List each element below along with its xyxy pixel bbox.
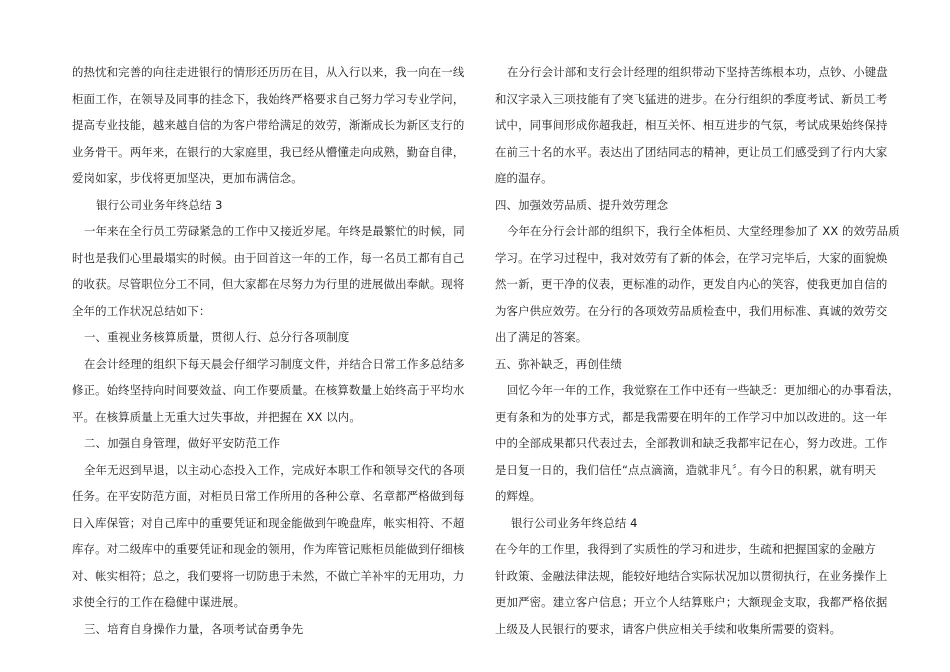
text-line: 中的全部成果都只代表过去，全部教训和缺乏我都牢记在心，努力改进。工作 [495,436,888,450]
text-line: 今年在分行会计部的组织下，我行全体柜员、大堂经理参加了 XX 的效劳品质 [507,224,900,238]
text-line: 对、帐实相符；总之，我们要将一切防患于未然，不做亡羊补牢的无用功，力 [72,569,465,583]
text-line: 更有条和为的处事方式，都是我需要在明年的工作学习中加以改进的。这一年 [495,410,888,424]
text-line: 针政策、金融法律法规，能较好地结合实际状况加以贯彻执行，在业务操作上 [495,569,888,583]
text-line: 为客户供应效劳。在分行的各项效劳品质检查中，我们用标准、真诚的效劳交 [495,304,888,318]
text-line: 全年无迟到早退，以主动心态投入工作，完成好本职工作和领导交代的各项 [84,463,465,477]
text-line: 是日复一日的，我们信任“点点滴滴，造就非凡〞。有今日的积累，就有明天 [495,463,877,477]
text-line: 业务骨干。两年来，在银行的大家庭里，我已经从懵懂走向成熟，勤奋自律， [72,145,465,159]
text-line: 二、加强自身管理，做好平安防范工作 [84,436,281,450]
text-line: 全年的工作状况总结如下： [72,304,211,318]
text-line: 然一新，更干净的仪表，更标准的动作，更发自内心的笑容，使我更加自信的 [495,277,888,291]
text-line: 日入库保管；对自己库中的重要凭证和现金能做到午晚盘库，帐实相符、不超 [72,516,465,530]
text-line: 在会计经理的组织下每天晨会仔细学习制度文件，并结合日常工作多总结多 [84,357,465,371]
text-line: 一年来在全行员工劳碌紧急的工作中又接近岁尾。年终是最繁忙的时候，同 [84,224,465,238]
text-line: 回忆今年一年的工作，我觉察在工作中还有一些缺乏：更加细心的办事看法， [507,383,900,397]
text-line: 在前三十名的水平。表达出了团结同志的精神，更让员工们感受到了行内大家 [495,145,888,159]
text-line: 一、重视业务核算质量，贯彻人行、总分行各项制度 [84,330,350,344]
text-line: 在分行会计部和支行会计经理的组织带动下坚持苦练根本功，点钞、小键盘 [507,65,888,79]
text-line: 三、培育自身操作力量，各项考试奋勇争先 [84,622,304,636]
section-title: 银行公司业务年终总结 3 [96,198,223,212]
text-line: 更加严密。建立客户信息；开立个人结算账户；大额现金支取，我都严格依据 [495,595,888,609]
text-line: 爱岗如家，步伐将更加坚决，更加布满信念。 [72,171,303,185]
text-line: 任务。在平安防范方面，对柜员日常工作所用的各种公章、名章都严格做到每 [72,489,465,503]
text-line: 和汉字录入三项技能有了突飞猛进的进步。在分行组织的季度考试、新员工考 [495,92,888,106]
text-line: 四、加强效劳品质、提升效劳理念 [495,198,669,212]
text-line: 的辉煌。 [495,489,542,503]
text-line: 平。在核算质量上无重大过失事故，并把握在 XX 以内。 [72,410,361,424]
text-line: 出了满足的答案。 [495,330,588,344]
text-line: 五、弥补缺乏，再创佳绩 [495,357,622,371]
text-line: 柜面工作，在领导及同事的挂念下，我始终严格要求自己努力学习专业学问， [72,92,465,106]
text-line: 修正。始终坚持向时间要效益、向工作要质量。在核算数量上始终高于平均水 [72,383,465,397]
text-line: 上级及人民银行的要求，请客户供应相关手续和收集所需要的资料。 [495,622,842,636]
text-line: 库存。对二级库中的重要凭证和现金的领用，作为库管记账柜员能做到仔细核 [72,542,465,556]
text-line: 提高专业技能，越来越自信的为客户带给满足的效劳，渐渐成长为新区支行的 [72,118,465,132]
text-line: 试中，同事间形成你超我赶，相互关怀、相互进步的气氛，考试成果始终保持 [495,118,888,132]
text-line: 时也是我们心里最塌实的时候。由于回首这一年的工作，每一名员工都有自己 [72,251,465,265]
text-line: 庭的温存。 [495,171,553,185]
section-title: 银行公司业务年终总结 4 [511,516,638,530]
text-line: 学习。在学习过程中，我对效劳有了新的体会，在学习完毕后，大家的面貌焕 [495,251,888,265]
text-line: 在今年的工作里，我得到了实质性的学习和进步，生疏和把握国家的金融方 [495,542,876,556]
text-line: 的收获。尽管职位分工不同，但大家都在尽努力为行里的进展做出奉献。现将 [72,277,465,291]
text-line: 的热忱和完善的向往走进银行的情形还历历在目，从入行以来，我一向在一线 [72,65,465,79]
text-line: 求使全行的工作在稳健中谋进展。 [72,595,246,609]
